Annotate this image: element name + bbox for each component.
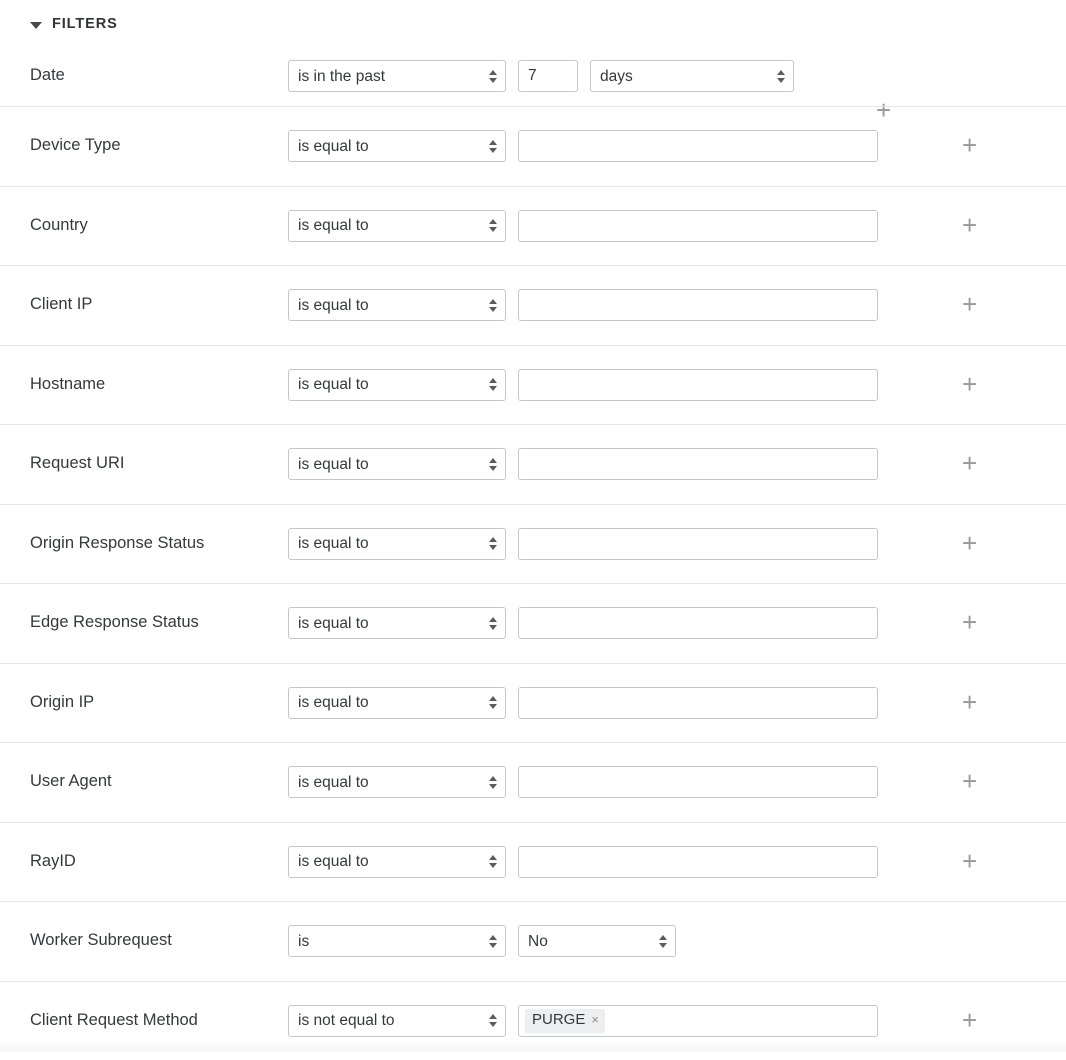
filter-controls [288, 1005, 878, 1037]
filter-controls [288, 607, 878, 639]
operator-select-shell [288, 210, 506, 242]
filter-controls [288, 369, 878, 401]
token-input-field[interactable] [518, 1005, 878, 1037]
filter-row [0, 504, 1066, 584]
filter-value-input[interactable] [518, 448, 878, 480]
operator-select-shell [288, 925, 506, 957]
operator-select[interactable] [288, 448, 506, 480]
filter-label: Hostname [30, 375, 288, 395]
filters-header[interactable] [0, 0, 1066, 46]
filter-value-input[interactable] [518, 369, 878, 401]
filter-value-input[interactable] [518, 289, 878, 321]
choice-select-shell [518, 925, 676, 957]
token-remove-icon[interactable]: × [591, 1012, 599, 1028]
add-filter-button[interactable]: + [962, 848, 977, 874]
operator-select-shell [288, 846, 506, 878]
filter-label: Request URI [30, 454, 288, 474]
filter-controls [288, 60, 794, 92]
filter-label: Worker Subrequest [30, 931, 288, 951]
operator-select[interactable] [288, 846, 506, 878]
operator-select-shell [288, 448, 506, 480]
operator-select[interactable] [288, 60, 506, 92]
filter-row [0, 822, 1066, 902]
operator-select[interactable] [288, 369, 506, 401]
filter-label: Date [30, 66, 288, 86]
filter-row [0, 583, 1066, 663]
date-unit-select-shell [590, 60, 794, 92]
filter-row [0, 46, 1066, 106]
filter-value-input[interactable] [518, 130, 878, 162]
filter-label: RayID [30, 852, 288, 872]
add-filter-button[interactable]: + [962, 371, 977, 397]
operator-select-shell [288, 766, 506, 798]
filter-controls [288, 448, 878, 480]
operator-select-shell [288, 289, 506, 321]
filter-controls [288, 130, 878, 162]
filter-controls [288, 210, 878, 242]
filter-value-input[interactable] [518, 846, 878, 878]
filter-controls [288, 766, 878, 798]
filter-controls [288, 687, 878, 719]
operator-select-shell [288, 528, 506, 560]
filter-label: Origin Response Status [30, 534, 288, 554]
operator-select-shell [288, 687, 506, 719]
boolean-choice-select[interactable] [518, 925, 676, 957]
add-filter-button[interactable]: + [876, 97, 891, 123]
operator-select[interactable] [288, 766, 506, 798]
add-filter-button[interactable]: + [962, 768, 977, 794]
operator-select-shell [288, 130, 506, 162]
filter-controls [288, 925, 676, 957]
date-number-input[interactable] [518, 60, 578, 92]
add-filter-button[interactable]: + [962, 1007, 977, 1033]
filter-row [0, 106, 1066, 186]
filter-row [0, 901, 1066, 981]
filter-row [0, 345, 1066, 425]
filter-label: Country [30, 216, 288, 236]
filter-row [0, 424, 1066, 504]
add-filter-button[interactable]: + [962, 291, 977, 317]
add-filter-button[interactable]: + [962, 132, 977, 158]
operator-select[interactable] [288, 210, 506, 242]
caret-down-icon[interactable] [30, 22, 42, 29]
operator-select[interactable] [288, 130, 506, 162]
filter-value-input[interactable] [518, 607, 878, 639]
filter-row [0, 186, 1066, 266]
filter-controls [288, 289, 878, 321]
date-unit-select[interactable] [590, 60, 794, 92]
operator-select[interactable] [288, 1005, 506, 1037]
filter-label: Device Type [30, 136, 288, 156]
operator-select-shell [288, 607, 506, 639]
panel-bottom-shadow [0, 1040, 1066, 1052]
operator-select-shell [288, 1005, 506, 1037]
operator-select[interactable] [288, 925, 506, 957]
filter-value-input[interactable] [518, 766, 878, 798]
add-filter-button[interactable]: + [962, 212, 977, 238]
filter-label: Client Request Method [30, 1011, 288, 1031]
filter-row [0, 663, 1066, 743]
filter-value-input[interactable] [518, 210, 878, 242]
operator-select[interactable] [288, 607, 506, 639]
token-label: PURGE [532, 1011, 585, 1030]
filter-controls [288, 528, 878, 560]
add-filter-button[interactable]: + [962, 609, 977, 635]
filter-rows [0, 46, 1066, 1060]
operator-select[interactable] [288, 289, 506, 321]
filter-value-input[interactable] [518, 687, 878, 719]
filter-value-input[interactable] [518, 528, 878, 560]
add-filter-button[interactable]: + [962, 689, 977, 715]
operator-select-shell [288, 369, 506, 401]
operator-select[interactable] [288, 528, 506, 560]
filter-label: Edge Response Status [30, 613, 288, 633]
add-filter-button[interactable]: + [962, 530, 977, 556]
operator-select-shell [288, 60, 506, 92]
filter-row [0, 265, 1066, 345]
filter-label: User Agent [30, 772, 288, 792]
filters-title: FILTERS [52, 16, 118, 32]
filter-label: Client IP [30, 295, 288, 315]
filter-label: Origin IP [30, 693, 288, 713]
filter-row [0, 742, 1066, 822]
add-filter-button[interactable]: + [962, 450, 977, 476]
filter-value-token [525, 1009, 605, 1033]
filter-controls [288, 846, 878, 878]
operator-select[interactable] [288, 687, 506, 719]
